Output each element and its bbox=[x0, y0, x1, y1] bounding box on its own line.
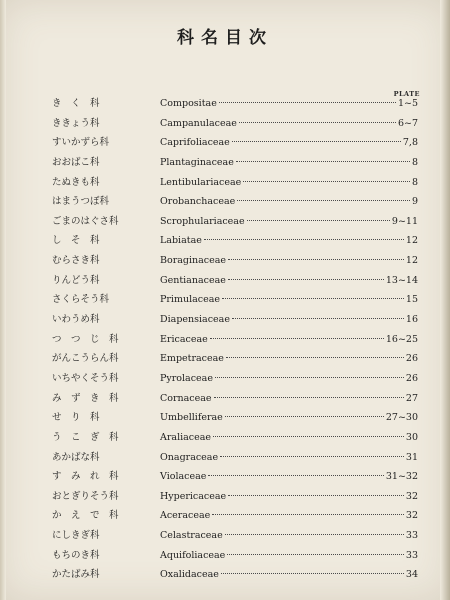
entry-line bbox=[160, 253, 418, 269]
index-entry bbox=[0, 548, 450, 568]
index-entry bbox=[0, 194, 450, 214]
entry-line bbox=[160, 410, 418, 426]
plate-number: 33 bbox=[405, 530, 418, 542]
plate-number: 8 bbox=[411, 156, 418, 168]
plate-number: 33 bbox=[405, 549, 418, 561]
dot-leader bbox=[227, 553, 404, 555]
entry-line bbox=[160, 528, 418, 544]
japanese-family-name: う こ ぎ 科 bbox=[52, 431, 119, 443]
dot-leader bbox=[232, 140, 401, 142]
entry-line bbox=[160, 116, 418, 132]
dot-leader bbox=[219, 101, 396, 103]
index-entry bbox=[0, 489, 450, 509]
plate-number: 16~25 bbox=[385, 333, 418, 345]
plate-number: 6~7 bbox=[397, 117, 418, 129]
plate-number: 12 bbox=[405, 255, 418, 267]
plate-column-label: PLATE bbox=[393, 90, 420, 98]
dot-leader bbox=[213, 435, 404, 437]
japanese-family-name: おとぎりそう科 bbox=[52, 490, 119, 502]
latin-family-name: Boraginaceae bbox=[160, 255, 227, 267]
japanese-family-name: み ず き 科 bbox=[52, 392, 119, 404]
family-index-list bbox=[0, 96, 450, 587]
entry-line bbox=[160, 430, 418, 446]
plate-number: 7,8 bbox=[402, 137, 418, 149]
japanese-family-name: ごまのはぐさ科 bbox=[52, 215, 119, 227]
index-entry bbox=[0, 371, 450, 391]
plate-number: 27 bbox=[405, 392, 418, 404]
plate-number: 15 bbox=[405, 294, 418, 306]
plate-number: 12 bbox=[405, 235, 418, 247]
entry-line bbox=[160, 175, 418, 191]
plate-number: 31~32 bbox=[385, 471, 418, 483]
entry-line bbox=[160, 469, 418, 485]
dot-leader bbox=[228, 494, 404, 496]
dot-leader bbox=[247, 219, 390, 221]
plate-number: 26 bbox=[405, 372, 418, 384]
latin-family-name: Ericaceae bbox=[160, 333, 208, 345]
dot-leader bbox=[239, 121, 396, 123]
index-entry bbox=[0, 351, 450, 371]
entry-line bbox=[160, 351, 418, 367]
page-gutter bbox=[440, 0, 450, 600]
japanese-family-name: かたばみ科 bbox=[52, 569, 100, 581]
entry-line bbox=[160, 96, 418, 112]
entry-line bbox=[160, 371, 418, 387]
index-entry bbox=[0, 292, 450, 312]
japanese-family-name: き く 科 bbox=[52, 98, 100, 109]
entry-line bbox=[160, 567, 418, 583]
latin-family-name: Cornaceae bbox=[160, 392, 212, 404]
plate-number: 16 bbox=[405, 314, 418, 326]
japanese-family-name: もちのき科 bbox=[52, 549, 100, 561]
latin-family-name: Pyrolaceae bbox=[160, 372, 213, 384]
japanese-family-name: すいかずら科 bbox=[52, 137, 110, 149]
entry-line bbox=[160, 450, 418, 466]
entry-line bbox=[160, 548, 418, 564]
latin-family-name: Primulaceae bbox=[160, 294, 221, 306]
plate-number: 34 bbox=[405, 569, 418, 581]
latin-family-name: Aceraceae bbox=[160, 510, 211, 522]
japanese-family-name: おおばこ科 bbox=[52, 156, 100, 168]
latin-family-name: Compositae bbox=[160, 98, 217, 109]
dot-leader bbox=[210, 337, 384, 339]
dot-leader bbox=[225, 533, 404, 535]
index-entry bbox=[0, 332, 450, 352]
latin-family-name: Scrophulariaceae bbox=[160, 215, 245, 227]
latin-family-name: Campanulaceae bbox=[160, 117, 237, 129]
japanese-family-name: し そ 科 bbox=[52, 235, 100, 247]
index-entry bbox=[0, 175, 450, 195]
dot-leader bbox=[228, 258, 404, 260]
index-entry bbox=[0, 214, 450, 234]
index-entry bbox=[0, 508, 450, 528]
index-entry bbox=[0, 273, 450, 293]
latin-family-name: Oxalidaceae bbox=[160, 569, 219, 581]
index-entry bbox=[0, 410, 450, 430]
index-entry bbox=[0, 233, 450, 253]
plate-number: 32 bbox=[405, 490, 418, 502]
index-entry bbox=[0, 155, 450, 175]
plate-number: 13~14 bbox=[385, 274, 418, 286]
japanese-family-name: いちやくそう科 bbox=[52, 372, 119, 384]
japanese-family-name: いわうめ科 bbox=[52, 314, 100, 326]
latin-family-name: Umbelliferae bbox=[160, 412, 223, 424]
dot-leader bbox=[243, 180, 410, 182]
dot-leader bbox=[214, 396, 404, 398]
dot-leader bbox=[222, 297, 404, 299]
latin-family-name: Plantaginaceae bbox=[160, 156, 234, 168]
japanese-family-name: す み れ 科 bbox=[52, 471, 119, 483]
japanese-family-name: あかばな科 bbox=[52, 451, 100, 463]
entry-line bbox=[160, 489, 418, 505]
dot-leader bbox=[228, 278, 384, 280]
index-entry bbox=[0, 430, 450, 450]
dot-leader bbox=[204, 238, 404, 240]
index-entry bbox=[0, 469, 450, 489]
dot-leader bbox=[208, 474, 383, 476]
entry-line bbox=[160, 233, 418, 249]
japanese-family-name: つ つ じ 科 bbox=[52, 333, 119, 345]
entry-line bbox=[160, 312, 418, 328]
index-entry bbox=[0, 253, 450, 273]
latin-family-name: Diapensiaceae bbox=[160, 314, 230, 326]
dot-leader bbox=[226, 356, 404, 358]
index-entry bbox=[0, 391, 450, 411]
japanese-family-name: むらさき科 bbox=[52, 255, 100, 267]
dot-leader bbox=[221, 572, 404, 574]
japanese-family-name: たぬきも科 bbox=[52, 176, 100, 188]
index-entry bbox=[0, 567, 450, 587]
index-entry bbox=[0, 116, 450, 136]
plate-number: 8 bbox=[411, 176, 418, 188]
plate-number: 9~11 bbox=[391, 215, 418, 227]
page-title: 科名目次 bbox=[177, 28, 273, 48]
latin-family-name: Celastraceae bbox=[160, 530, 223, 542]
latin-family-name: Onagraceae bbox=[160, 451, 219, 463]
japanese-family-name: ききょう科 bbox=[52, 117, 100, 129]
plate-number: 1~5 bbox=[397, 98, 418, 109]
index-entry bbox=[0, 135, 450, 155]
latin-family-name: Araliaceae bbox=[160, 431, 212, 443]
entry-line bbox=[160, 391, 418, 407]
entry-line bbox=[160, 508, 418, 524]
index-entry bbox=[0, 450, 450, 470]
dot-leader bbox=[237, 199, 410, 201]
dot-leader bbox=[220, 455, 404, 457]
index-entry bbox=[0, 528, 450, 548]
plate-number: 9 bbox=[411, 196, 418, 208]
latin-family-name: Aquifoliaceae bbox=[160, 549, 226, 561]
entry-line bbox=[160, 194, 418, 210]
japanese-family-name: せ り 科 bbox=[52, 412, 100, 424]
latin-family-name: Caprifoliaceae bbox=[160, 137, 230, 149]
plate-number: 27~30 bbox=[385, 412, 418, 424]
latin-family-name: Orobanchaceae bbox=[160, 196, 236, 208]
japanese-family-name: か え で 科 bbox=[52, 510, 119, 522]
entry-line bbox=[160, 292, 418, 308]
index-entry bbox=[0, 312, 450, 332]
plate-number: 31 bbox=[405, 451, 418, 463]
japanese-family-name: はまうつぼ科 bbox=[52, 196, 110, 208]
latin-family-name: Lentibulariaceae bbox=[160, 176, 242, 188]
plate-number: 26 bbox=[405, 353, 418, 365]
latin-family-name: Hypericaceae bbox=[160, 490, 227, 502]
japanese-family-name: にしきぎ科 bbox=[52, 530, 100, 542]
entry-line bbox=[160, 155, 418, 171]
plate-number: 30 bbox=[405, 431, 418, 443]
plate-number: 32 bbox=[405, 510, 418, 522]
dot-leader bbox=[212, 513, 404, 515]
latin-family-name: Empetraceae bbox=[160, 353, 224, 365]
entry-line bbox=[160, 332, 418, 348]
dot-leader bbox=[232, 317, 404, 319]
dot-leader bbox=[215, 376, 404, 378]
entry-line bbox=[160, 214, 418, 230]
japanese-family-name: りんどう科 bbox=[52, 274, 100, 286]
entry-line bbox=[160, 135, 418, 151]
japanese-family-name: がんこうらん科 bbox=[52, 353, 119, 365]
latin-family-name: Labiatae bbox=[160, 235, 202, 247]
latin-family-name: Gentianaceae bbox=[160, 274, 226, 286]
index-entry bbox=[0, 96, 450, 116]
dot-leader bbox=[236, 160, 410, 162]
entry-line bbox=[160, 273, 418, 289]
latin-family-name: Violaceae bbox=[160, 471, 207, 483]
japanese-family-name: さくらそう科 bbox=[52, 294, 110, 306]
dot-leader bbox=[225, 415, 384, 417]
